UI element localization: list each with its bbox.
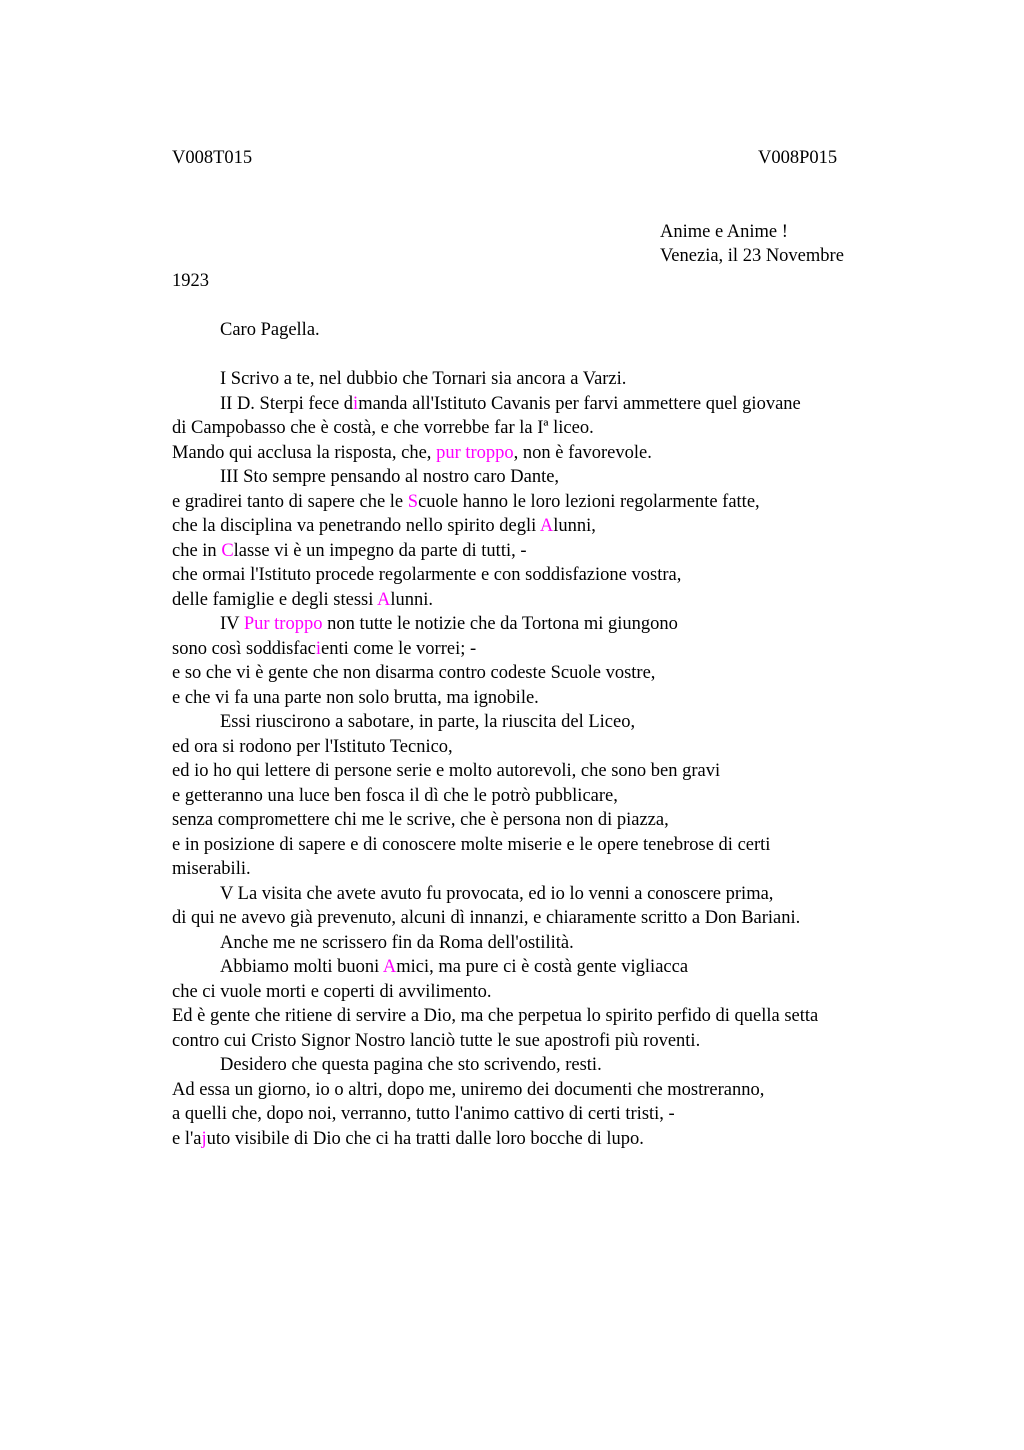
body-text-segment: miserabili. xyxy=(172,859,251,879)
body-line xyxy=(172,1127,912,1152)
body-text-segment: e che vi fa una parte non solo brutta, ma ignobile. xyxy=(172,687,539,708)
body-text-segment: Ad essa un giorno, io o altri, dopo me, uniremo dei documenti che mostreranno, xyxy=(172,1079,765,1100)
body-text-segment: Anche me ne scrissero fin da Roma dell'ostilità. xyxy=(220,932,574,953)
body-line xyxy=(172,1078,912,1103)
body-text-segment: uto visibile di Dio che ci ha tratti dalle loro bocche di lupo. xyxy=(206,1128,644,1149)
highlighted-text: A xyxy=(539,516,554,536)
body-text-segment: di qui ne avevo già prevenuto, alcuni dì innanzi, e chiaramente scritto a Don Bariani. xyxy=(172,908,801,928)
body-line xyxy=(172,1053,912,1078)
body-line xyxy=(172,955,912,980)
body-line xyxy=(172,833,912,858)
body-text-segment: Essi riuscirono a sabotare, in parte, la riuscita del Liceo, xyxy=(220,712,636,732)
body-text-segment: lasse vi è un impegno da parte di tutti, - xyxy=(233,540,527,561)
body-text-segment: lunni. xyxy=(390,589,434,610)
body-line xyxy=(172,710,912,735)
body-line xyxy=(172,906,912,931)
body-text-segment: mici, ma pure ci è costà gente vigliacca xyxy=(396,957,689,977)
body-text-segment: enti come le vorrei; - xyxy=(321,638,477,659)
body-line xyxy=(172,416,912,441)
body-text-segment: IV xyxy=(220,614,244,634)
highlighted-text: i xyxy=(353,393,359,414)
body-line xyxy=(172,392,912,417)
body-line xyxy=(172,1029,912,1054)
body-line xyxy=(172,931,912,956)
highlighted-text: Pur troppo xyxy=(243,614,323,634)
letter-date: Venezia, il 23 Novembre xyxy=(660,246,844,266)
body-text-segment: II D. Sterpi fece d xyxy=(220,393,354,414)
letter-body xyxy=(172,367,912,1151)
body-line xyxy=(172,563,912,588)
body-line xyxy=(172,686,912,711)
body-line xyxy=(172,759,912,784)
highlighted-text: j xyxy=(201,1128,207,1149)
highlighted-text: A xyxy=(377,589,391,610)
body-line xyxy=(172,735,912,760)
body-text-segment: e in posizione di sapere e di conoscere molte miserie e le opere tenebrose di certi xyxy=(172,834,771,855)
body-line xyxy=(172,465,912,490)
highlighted-text: i xyxy=(315,638,322,659)
body-text-segment: non tutte le notizie che da Tortona mi giungono xyxy=(322,614,678,634)
body-text-segment: delle famiglie e degli stessi xyxy=(172,589,377,610)
salutation: Caro Pagella. xyxy=(220,320,320,340)
body-text-segment: ed ora si rodono per l'Istituto Tecnico, xyxy=(172,736,453,757)
body-text-segment: e so che vi è gente che non disarma contro codeste Scuole vostre, xyxy=(172,663,656,683)
body-text-segment: di Campobasso che è costà, e che vorrebbe far la Iª liceo. xyxy=(172,418,594,438)
body-line xyxy=(172,661,912,686)
body-line xyxy=(172,882,912,907)
highlighted-text: pur troppo xyxy=(436,442,514,463)
body-line xyxy=(172,539,912,564)
body-text-segment: Mando qui acclusa la risposta, che, xyxy=(172,442,437,463)
body-text-segment: , non è favorevole. xyxy=(513,442,652,463)
body-text-segment: Abbiamo molti buoni xyxy=(220,957,383,977)
body-line xyxy=(172,857,912,882)
highlighted-text: S xyxy=(407,491,419,512)
document-code-left: V008T015 xyxy=(172,148,253,168)
body-text-segment: ed io ho qui lettere di persone serie e molto autorevoli, che sono ben gravi xyxy=(172,761,721,781)
body-text-segment: I Scrivo a te, nel dubbio che Tornari sia ancora a Varzi. xyxy=(220,369,627,389)
body-line xyxy=(172,637,912,662)
body-line xyxy=(172,980,912,1005)
body-line xyxy=(172,612,912,637)
body-text-segment: e l'a xyxy=(172,1128,202,1149)
body-text-segment: lunni, xyxy=(553,516,596,536)
body-line xyxy=(172,441,912,466)
body-text-segment: V La visita che avete avuto fu provocata, ed io lo venni a conoscere prima, xyxy=(220,883,774,904)
letter-year: 1923 xyxy=(172,271,209,291)
body-text-segment: manda all'Istituto Cavanis per farvi ammettere quel giovane xyxy=(358,393,801,414)
body-text-segment: contro cui Cristo Signor Nostro lanciò tutte le sue apostrofi più roventi. xyxy=(172,1030,701,1051)
highlighted-text: C xyxy=(221,540,234,561)
body-line xyxy=(172,1004,912,1029)
letter-title: Anime e Anime ! xyxy=(660,222,788,242)
body-line xyxy=(172,1102,912,1127)
body-text-segment: Ed è gente che ritiene di servire a Dio, ma che perpetua lo spirito perfido di quella setta xyxy=(172,1006,819,1026)
body-line xyxy=(172,490,912,515)
body-text-segment: che ormai l'Istituto procede regolarmente e con soddisfazione vostra, xyxy=(172,565,682,585)
body-line xyxy=(172,588,912,613)
body-line xyxy=(172,808,912,833)
body-text-segment: che in xyxy=(172,540,222,561)
body-text-segment: che ci vuole morti e coperti di avvilimento. xyxy=(172,981,492,1002)
body-line xyxy=(172,514,912,539)
body-line xyxy=(172,367,912,392)
body-text-segment: senza compromettere chi me le scrive, che è persona non di piazza, xyxy=(172,810,669,830)
body-text-segment: e getteranno una luce ben fosca il dì che le potrò pubblicare, xyxy=(172,785,618,806)
body-text-segment: cuole hanno le loro lezioni regolarmente fatte, xyxy=(418,491,760,512)
body-text-segment: a quelli che, dopo noi, verranno, tutto l'animo cattivo di certi tristi, - xyxy=(172,1104,675,1124)
body-text-segment: sono così soddisfac xyxy=(172,638,316,659)
highlighted-text: A xyxy=(382,957,397,977)
document-code-right: V008P015 xyxy=(758,148,838,168)
body-line xyxy=(172,784,912,809)
body-text-segment: e gradirei tanto di sapere che le xyxy=(172,491,408,512)
body-text-segment: III Sto sempre pensando al nostro caro Dante, xyxy=(220,467,560,487)
body-text-segment: che la disciplina va penetrando nello spirito degli xyxy=(172,516,540,536)
body-text-segment: Desidero che questa pagina che sto scrivendo, resti. xyxy=(220,1055,602,1075)
